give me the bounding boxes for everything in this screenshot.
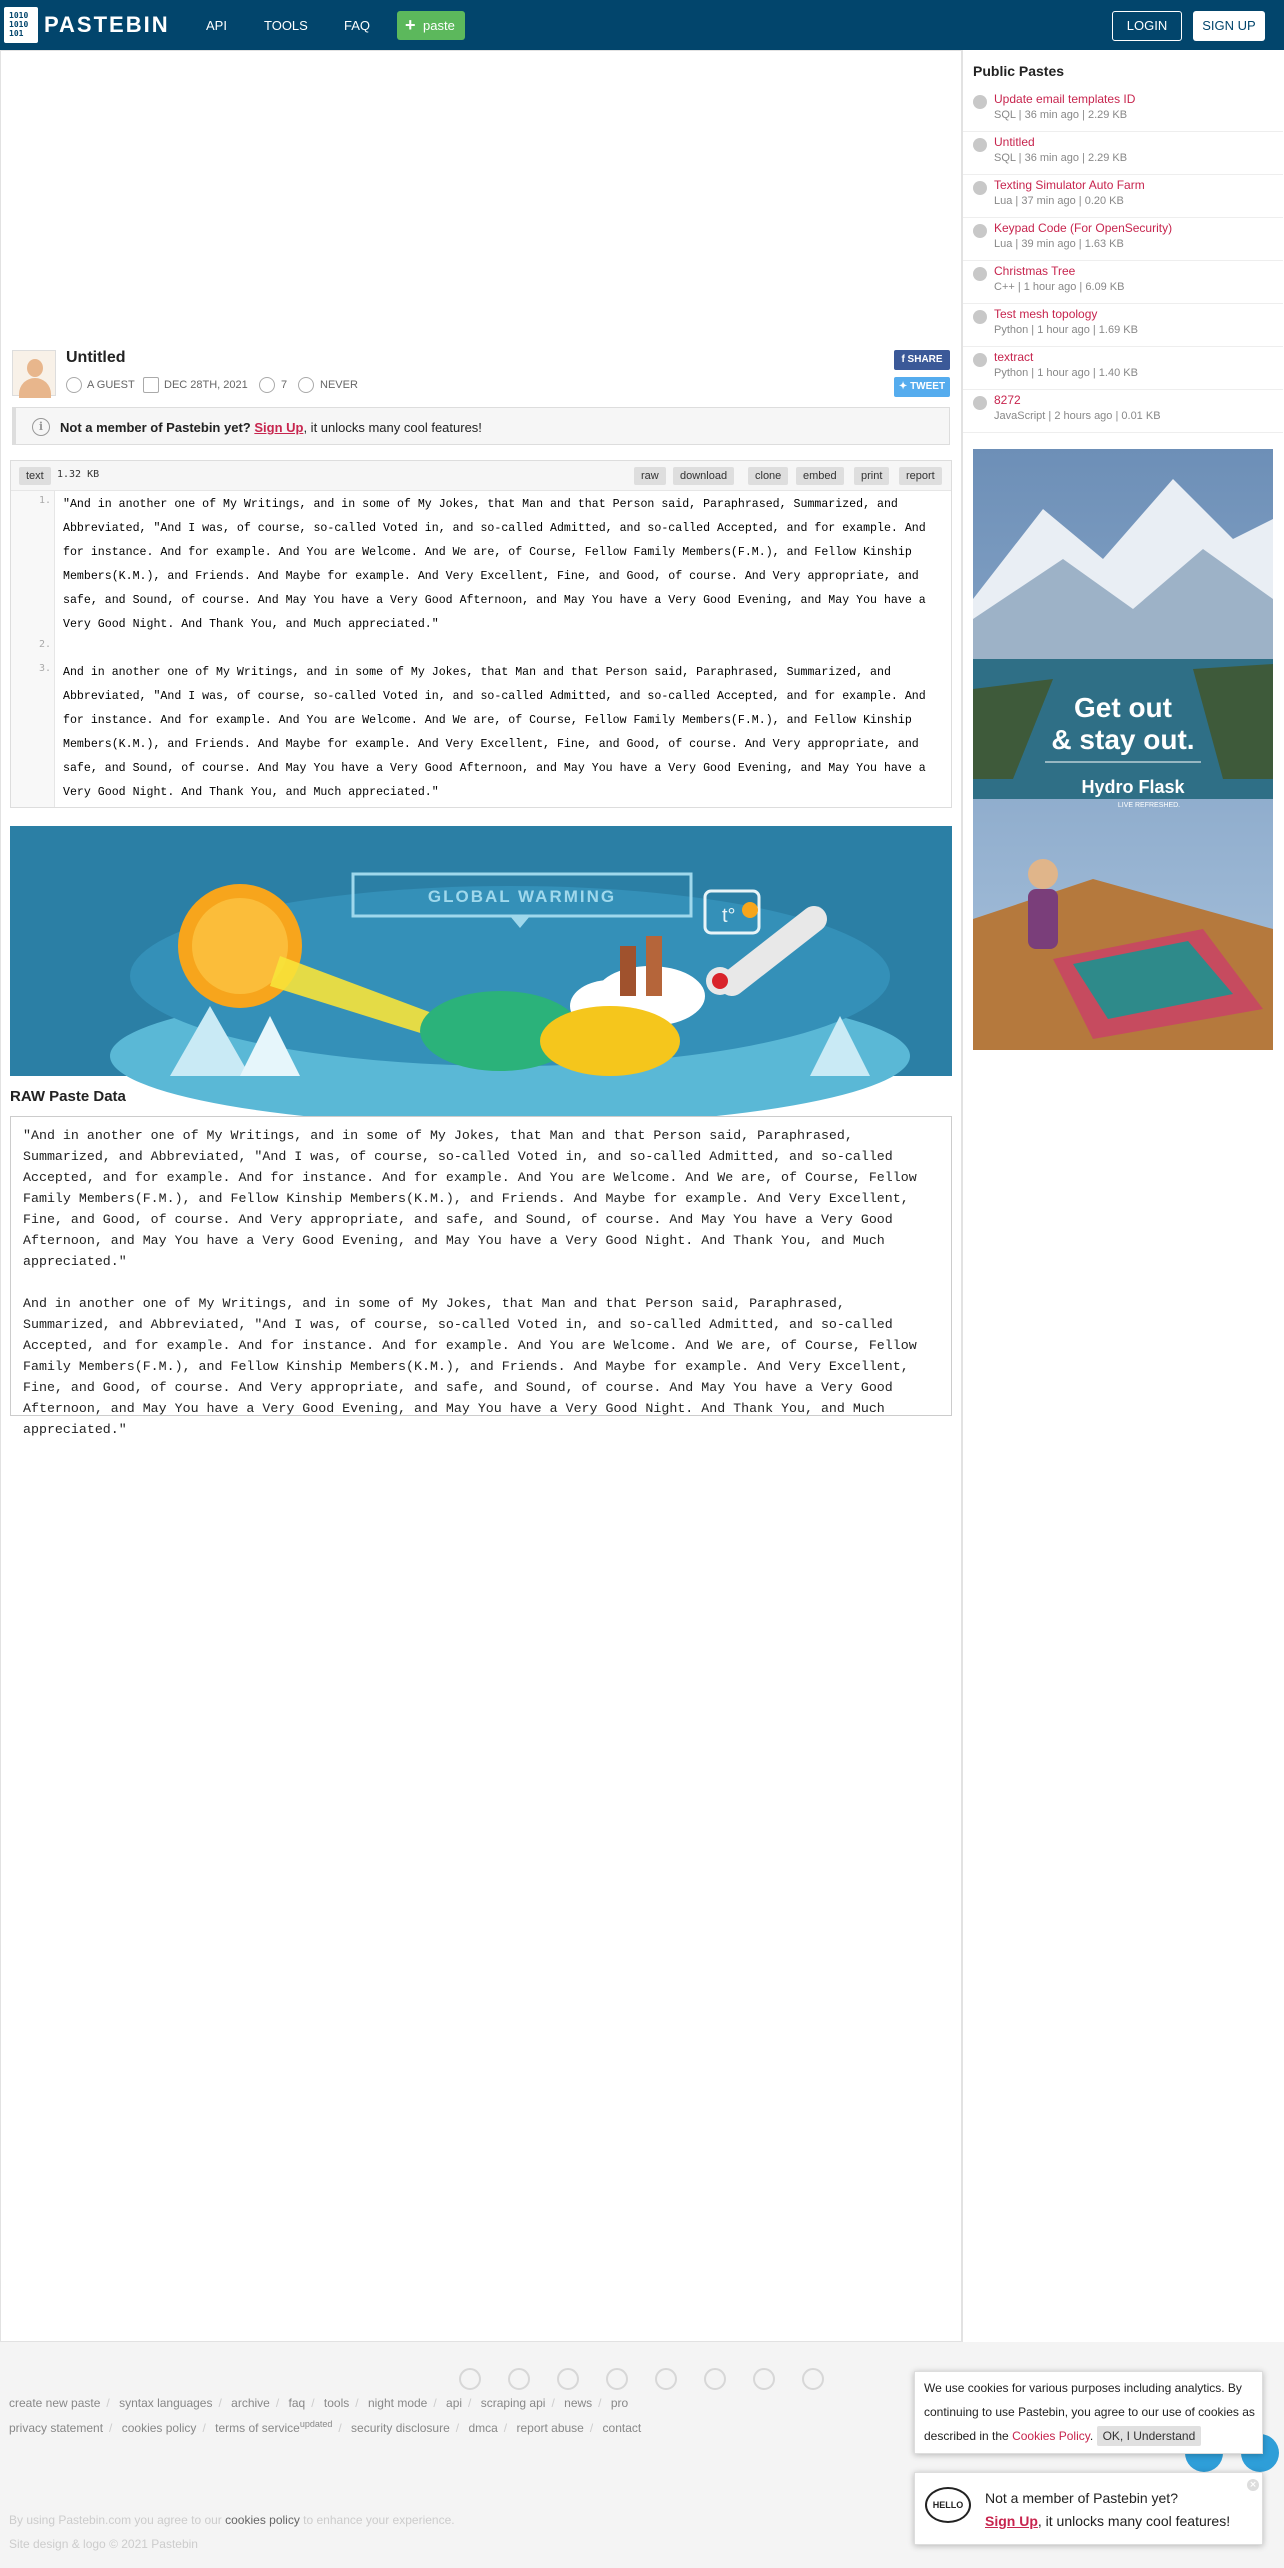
code-viewer <box>10 460 952 808</box>
raw-paste-textarea[interactable] <box>10 1116 952 1437</box>
public-paste-meta: Python | 1 hour ago | 1.69 KB <box>994 324 1138 336</box>
cookie-accept-button[interactable]: OK, I Understand <box>1097 2426 1202 2446</box>
public-paste-meta: JavaScript | 2 hours ago | 0.01 KB <box>994 410 1161 422</box>
footer-link[interactable]: security disclosure <box>351 2421 450 2435</box>
paste-title: Untitled <box>66 349 126 366</box>
pastebin-logo-icon[interactable] <box>4 7 38 43</box>
cookie-consent-popup <box>914 2371 1263 2454</box>
paste-globe-icon <box>973 95 987 109</box>
footer-link[interactable]: tools <box>323 2396 350 2410</box>
windows-icon[interactable] <box>606 2368 628 2390</box>
footer-link[interactable]: scraping api <box>480 2396 546 2410</box>
global-warming-illustration <box>10 826 952 1076</box>
code-toolbar <box>11 461 951 491</box>
public-paste-item[interactable] <box>963 304 1283 347</box>
global-warming-banner[interactable] <box>10 826 952 1076</box>
notice-bold: Not a member of Pastebin yet? <box>60 420 251 435</box>
info-icon: i <box>32 418 50 436</box>
public-paste-name[interactable]: Keypad Code (For OpenSecurity) <box>994 221 1173 235</box>
footer-link[interactable]: dmca <box>468 2421 498 2435</box>
public-paste-meta: Lua | 37 min ago | 0.20 KB <box>994 195 1124 207</box>
public-paste-meta: C++ | 1 hour ago | 6.09 KB <box>994 281 1125 293</box>
footer-links-row-2: privacy statement / cookies policy / terms of service$^{updated}$ / security disclosure / dmca / report abuse / contact <box>9 2419 642 2435</box>
public-paste-item[interactable] <box>963 261 1283 304</box>
consent-pre: By using Pastebin.com you agree to our <box>9 2513 226 2527</box>
public-paste-item[interactable] <box>963 89 1283 132</box>
code-line: And in another one of My Writings, and in some of My Jokes, that Man and that Person said, Paraphrased, Summarized, and Abbreviated, "And I was, of course, so-called Voted in, and so-called Admitted, and so-called Accepted, and for example. And for instance. And for example. And You are Welcome. And We are, of Course, Fellow Family Members(F.M.), and Fellow Kinship Members(K.M.), and Friends. And Maybe for example. And Very Excellent, Fine, and Good, of course. And Very appropriate, and safe, and Sound, of course. And May You have a Very Good Afternoon, and May You have a Very Good Evening, and May You have a Very Good Night. And Thank You, and Much appreciated." <box>63 666 933 799</box>
footer-link[interactable]: faq <box>288 2396 306 2410</box>
download-button[interactable]: download <box>673 467 734 485</box>
footer-link[interactable]: create new paste <box>9 2396 101 2410</box>
line-number-gutter <box>11 491 55 807</box>
footer-link[interactable]: cookies policy <box>121 2421 197 2435</box>
paste-globe-icon <box>973 138 987 152</box>
user-icon <box>66 377 82 393</box>
paste-date: DEC 28TH, 2021 <box>164 379 248 391</box>
notice-rest: , it unlocks many cool features! <box>303 420 482 435</box>
cookie-policy-link[interactable]: Cookies Policy <box>1012 2429 1090 2443</box>
x-icon[interactable] <box>704 2368 726 2390</box>
footer-link[interactable]: api <box>446 2396 463 2410</box>
firefox-icon[interactable] <box>508 2368 530 2390</box>
hydro-flask-ad-image <box>973 449 1273 1050</box>
ios-icon[interactable] <box>557 2368 579 2390</box>
footer-link[interactable]: archive <box>231 2396 270 2410</box>
public-paste-item[interactable] <box>963 132 1283 175</box>
ad-tagline: LIVE REFRESHED. <box>1117 802 1181 809</box>
login-button[interactable]: LOGIN <box>1112 11 1182 41</box>
footer-link[interactable]: pro <box>610 2396 629 2410</box>
signup-popup <box>914 2472 1263 2545</box>
public-paste-name[interactable]: Texting Simulator Auto Farm <box>994 178 1145 192</box>
paste-views: 7 <box>281 379 288 391</box>
clock-icon <box>298 377 314 393</box>
footer-link[interactable]: terms of service <box>215 2421 300 2435</box>
paste-author[interactable]: A GUEST <box>87 379 135 391</box>
public-paste-name[interactable]: Test mesh topology <box>994 307 1098 321</box>
eye-icon <box>259 377 275 393</box>
signup-notice <box>12 407 950 445</box>
syntax-badge[interactable]: text <box>19 467 51 485</box>
footer-links-row-1: create new paste / syntax languages / archive / faq / tools / night mode / api / scraping api / news / pro <box>9 2396 629 2410</box>
cookie-message: We use cookies for various purposes including analytics. By continuing to use Pastebin, you agree to our use of cookies as described in the <box>924 2381 1255 2443</box>
facebook-icon: f <box>901 354 908 365</box>
android-icon[interactable] <box>655 2368 677 2390</box>
hello-badge-icon: HELLO <box>925 2487 971 2523</box>
brand-name[interactable]: PASTEBIN <box>44 12 170 37</box>
report-button[interactable]: report <box>899 467 942 485</box>
paste-globe-icon <box>973 267 987 281</box>
paste-globe-icon <box>973 224 987 238</box>
new-paste-label: paste <box>423 18 455 33</box>
signup-popup-line2 <box>985 2513 1230 2529</box>
signup-button[interactable]: SIGN UP <box>1193 11 1265 41</box>
close-icon[interactable]: × <box>1247 2479 1259 2491</box>
footer-link[interactable]: contact <box>602 2421 642 2435</box>
code-line: "And in another one of My Writings, and in some of My Jokes, that Man and that Person said, Paraphrased, Summarized, and Abbreviated, "And I was, of course, so-called Voted in, and so-called Admitted, and so-called Accepted, and for example. And for instance. And for example. And You are Welcome. And We are, of Course, Fellow Family Members(F.M.), and Fellow Kinship Members(K.M.), and Friends. And Maybe for example. And Very Excellent, Fine, and Good, of course. And Very appropriate, and safe, and Sound, of course. And May You have a Very Good Afternoon, and May You have a Very Good Evening, and May You have a Very Good Night. And Thank You, and Much appreciated." <box>63 498 933 631</box>
footer-link[interactable]: night mode <box>367 2396 428 2410</box>
paste-expiry: NEVER <box>320 379 358 391</box>
public-paste-item[interactable] <box>963 175 1283 218</box>
line-number: 2. <box>38 639 51 650</box>
ad-headline-1: Get out <box>1074 692 1172 723</box>
public-pastes-title: Public Pastes <box>973 63 1065 79</box>
public-paste-name[interactable]: Update email templates ID <box>994 92 1136 106</box>
consent-post: to enhance your experience. <box>299 2513 455 2527</box>
raw-paste-text: "And in another one of My Writings, and in some of My Jokes, that Man and that Person said, Paraphrased, Summarized, and Abbreviated, "And I was, of course, so-called Voted in, and so-called Admitted, and so-called Accepted, and for example. And for instance. And for example. And You are Welcome. And We are, of Course, Fellow Family Members(F.M.), and Fellow Kinship Members(K.M.), and Friends. And Maybe for example. And Very Excellent, Fine, and Good, of course. And Very appropriate, and safe, and Sound, of course. And May You have a Very Good Afternoon, and May You have a Very Good Evening, and May You have a Very Good Night. And Thank You, and Much appreciated." And in another one of My Writings, and in some of My Jokes, that Man and that Person said, Paraphrased, Summarized, and Abbreviated, "And I was, of course, so-called Voted in, and so-called Admitted, and so-called Accepted, and for example. And for instance. And for example. And You are Welcome. And We are, of Course, Fellow Family Members(F.M.), and Fellow Kinship Members(K.M.), and Friends. And Maybe for example. And Very Excellent, Fine, and Good, of course. And Very appropriate, and safe, and Sound, of course. And May You have a Very Good Afternoon, and May You have a Very Good Evening, and May You have a Very Good Night. And Thank You, and Much appreciated." <box>23 1128 917 1437</box>
banner-text: GLOBAL WARMING <box>427 887 617 906</box>
paste-size: 1.32 KB <box>57 469 100 480</box>
sidebar <box>962 50 1284 2342</box>
public-paste-meta: Python | 1 hour ago | 1.40 KB <box>994 367 1138 379</box>
facebook-share-button[interactable] <box>894 350 950 370</box>
signup-popup-link[interactable]: Sign Up <box>985 2513 1038 2529</box>
line-number: 1. <box>38 495 51 506</box>
signup-popup-rest: , it unlocks many cool features! <box>1037 2513 1231 2529</box>
public-paste-item[interactable] <box>963 347 1283 390</box>
paste-globe-icon <box>973 310 987 324</box>
plus-icon: + <box>405 15 416 35</box>
footer-link[interactable]: privacy statement <box>9 2421 104 2435</box>
public-paste-meta: SQL | 36 min ago | 2.29 KB <box>994 152 1128 164</box>
clone-button[interactable]: clone <box>748 467 788 485</box>
nav-api[interactable]: API <box>206 18 227 33</box>
public-paste-name[interactable]: Untitled <box>994 135 1035 149</box>
paste-globe-icon <box>973 181 987 195</box>
footer-link[interactable]: syntax languages <box>119 2396 213 2410</box>
opera-icon[interactable] <box>753 2368 775 2390</box>
embed-button[interactable]: embed <box>796 467 844 485</box>
public-paste-meta: SQL | 36 min ago | 2.29 KB <box>994 109 1128 121</box>
signup-popup-line1: Not a member of Pastebin yet? <box>985 2490 1178 2506</box>
public-paste-item[interactable] <box>963 218 1283 261</box>
footer-copyright: Site design & logo © 2021 Pastebin <box>9 2537 198 2551</box>
cookie-text <box>924 2376 1256 2448</box>
public-paste-item[interactable] <box>963 390 1283 433</box>
cookie-period: . <box>1089 2429 1094 2443</box>
ad-brand: Hydro Flask <box>1081 777 1185 797</box>
tweet-label: TWEET <box>910 381 946 392</box>
nav-faq[interactable]: FAQ <box>344 18 371 33</box>
footer-link[interactable]: news <box>564 2396 593 2410</box>
nav-tools[interactable]: TOOLS <box>264 18 308 33</box>
public-paste-name[interactable]: Christmas Tree <box>994 264 1076 278</box>
ad-headline-2: & stay out. <box>1051 724 1195 755</box>
site-header <box>0 0 1284 50</box>
banner-badge: t° <box>722 905 736 927</box>
raw-paste-title: RAW Paste Data <box>10 1088 126 1105</box>
updated-superscript: updated <box>299 2419 333 2429</box>
footer-link[interactable]: report abuse <box>516 2421 584 2435</box>
line-number: 3. <box>38 663 51 674</box>
public-paste-name[interactable]: 8272 <box>994 393 1021 407</box>
twitter-tweet-button[interactable] <box>894 377 950 397</box>
calendar-icon <box>143 377 159 393</box>
notice-text <box>60 420 482 435</box>
paste-globe-icon <box>973 396 987 410</box>
hydro-flask-ad[interactable] <box>973 449 1273 1050</box>
linux-icon[interactable] <box>802 2368 824 2390</box>
share-label: SHARE <box>907 354 943 365</box>
raw-button[interactable]: raw <box>634 467 666 485</box>
guest-avatar <box>12 350 56 396</box>
twitter-icon: ✦ <box>898 381 911 392</box>
new-paste-button[interactable] <box>397 11 465 40</box>
notice-signup-link[interactable]: Sign Up <box>254 420 304 435</box>
public-paste-meta: Lua | 39 min ago | 1.63 KB <box>994 238 1124 250</box>
paste-globe-icon <box>973 353 987 367</box>
public-paste-name[interactable]: textract <box>994 350 1034 364</box>
logo-text: 1010 1010 101 <box>9 11 29 38</box>
cookies-policy-link[interactable]: cookies policy <box>225 2513 300 2527</box>
chrome-icon[interactable] <box>459 2368 481 2390</box>
footer-consent <box>9 2513 455 2527</box>
print-button[interactable]: print <box>854 467 889 485</box>
